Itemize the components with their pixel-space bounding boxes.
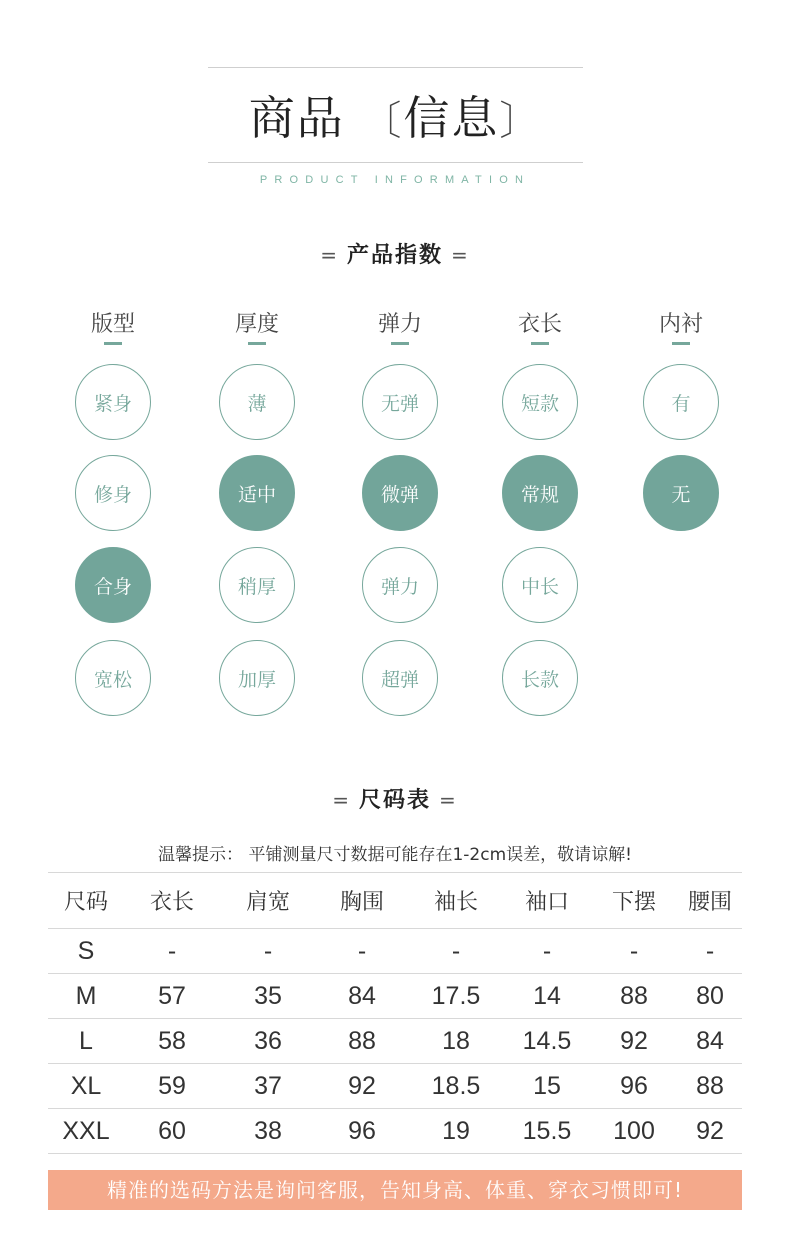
measurement-note: 温馨提示： 平铺测量尺寸数据可能存在1-2cm误差，敬请谅解!: [158, 845, 632, 865]
table-cell: XL: [48, 1064, 124, 1109]
table-cell: 19: [408, 1109, 504, 1154]
table-cell: 17.5: [408, 974, 504, 1019]
table-cell: 59: [124, 1064, 220, 1109]
table-cell: 88: [590, 974, 678, 1019]
index-option: 长款: [502, 640, 578, 716]
table-cell: 14.5: [504, 1019, 590, 1064]
index-option: 无弹: [362, 364, 438, 440]
size-chart-title: 尺码表: [358, 788, 431, 813]
table-cell: M: [48, 974, 124, 1019]
table-cell: 38: [220, 1109, 316, 1154]
table-header-cell: 肩宽: [220, 873, 316, 929]
table-row: [48, 929, 742, 974]
index-column-title: 版型: [90, 312, 135, 337]
index-column-title: 内衬: [658, 312, 703, 337]
table-row: [48, 1109, 742, 1154]
index-column-underline: [391, 342, 409, 345]
table-cell: 18.5: [408, 1064, 504, 1109]
title-accent: 信息: [403, 91, 500, 145]
index-option: 中长: [502, 547, 578, 623]
index-option: 短款: [502, 364, 578, 440]
table-cell: -: [124, 929, 220, 974]
page-title: [0, 88, 790, 151]
index-column-title: 厚度: [234, 312, 279, 337]
table-cell: 96: [316, 1109, 408, 1154]
index-option: 有: [643, 364, 719, 440]
index-option: 加厚: [219, 640, 295, 716]
table-cell: 84: [316, 974, 408, 1019]
table-cell: 15.5: [504, 1109, 590, 1154]
table-body: [48, 929, 742, 1154]
table-row: [48, 1064, 742, 1109]
size-chart-heading: [0, 783, 790, 814]
table-cell: 60: [124, 1109, 220, 1154]
table-cell: -: [316, 929, 408, 974]
page-subtitle: PRODUCT INFORMATION: [259, 174, 531, 186]
table-cell: 84: [678, 1019, 742, 1064]
title-bracket-right: 〕: [499, 98, 542, 144]
heading-eq-right: =: [451, 243, 470, 267]
index-option-selected: 适中: [219, 455, 295, 531]
table-cell: L: [48, 1019, 124, 1064]
table-row: [48, 974, 742, 1019]
table-cell: -: [220, 929, 316, 974]
table-cell: 96: [590, 1064, 678, 1109]
heading-eq-right: =: [439, 788, 458, 812]
index-column-underline: [531, 342, 549, 345]
table-row: [48, 1019, 742, 1064]
index-option: 弹力: [362, 547, 438, 623]
index-option: 薄: [219, 364, 295, 440]
table-header-cell: 袖口: [504, 873, 590, 929]
index-option: 宽松: [75, 640, 151, 716]
table-header-cell: 下摆: [590, 873, 678, 929]
header-bottom-rule: [208, 162, 583, 163]
index-option: 稍厚: [219, 547, 295, 623]
table-header-cell: 胸围: [316, 873, 408, 929]
table-cell: 88: [316, 1019, 408, 1064]
table-cell: 37: [220, 1064, 316, 1109]
table-cell: 18: [408, 1019, 504, 1064]
product-index-title: 产品指数: [346, 243, 443, 268]
table-cell: -: [678, 929, 742, 974]
heading-eq-left: =: [320, 243, 339, 267]
table-header-cell: 袖长: [408, 873, 504, 929]
index-option-selected: 无: [643, 455, 719, 531]
index-column-title: 衣长: [517, 312, 562, 337]
size-table: [48, 872, 742, 1154]
table-header-cell: 衣长: [124, 873, 220, 929]
index-option-selected: 合身: [75, 547, 151, 623]
table-cell: -: [590, 929, 678, 974]
table-cell: 58: [124, 1019, 220, 1064]
index-option-selected: 微弹: [362, 455, 438, 531]
heading-eq-left: =: [332, 788, 351, 812]
table-cell: 92: [590, 1019, 678, 1064]
table-cell: -: [408, 929, 504, 974]
index-column-underline: [672, 342, 690, 345]
table-cell: S: [48, 929, 124, 974]
table-cell: 14: [504, 974, 590, 1019]
index-option: 超弹: [362, 640, 438, 716]
table-cell: 35: [220, 974, 316, 1019]
table-header-row: [48, 873, 742, 929]
table-cell: 15: [504, 1064, 590, 1109]
table-header-cell: 尺码: [48, 873, 124, 929]
table-header-cell: 腰围: [678, 873, 742, 929]
title-bracket-left: 〔: [361, 98, 404, 144]
table-cell: 100: [590, 1109, 678, 1154]
table-cell: XXL: [48, 1109, 124, 1154]
index-column-underline: [104, 342, 122, 345]
index-option: 修身: [75, 455, 151, 531]
table-cell: -: [504, 929, 590, 974]
index-column-underline: [248, 342, 266, 345]
table-cell: 57: [124, 974, 220, 1019]
table-cell: 80: [678, 974, 742, 1019]
index-option-selected: 常规: [502, 455, 578, 531]
table-cell: 92: [678, 1109, 742, 1154]
index-column-title: 弹力: [377, 312, 422, 337]
index-option: 紧身: [75, 364, 151, 440]
table-cell: 88: [678, 1064, 742, 1109]
title-main: 商品: [248, 91, 345, 145]
header-top-rule: [208, 67, 583, 68]
table-cell: 92: [316, 1064, 408, 1109]
product-index-heading: [0, 238, 790, 269]
table-cell: 36: [220, 1019, 316, 1064]
sizing-advice-banner: 精准的选码方法是询问客服，告知身高、体重、穿衣习惯即可!: [48, 1170, 742, 1210]
